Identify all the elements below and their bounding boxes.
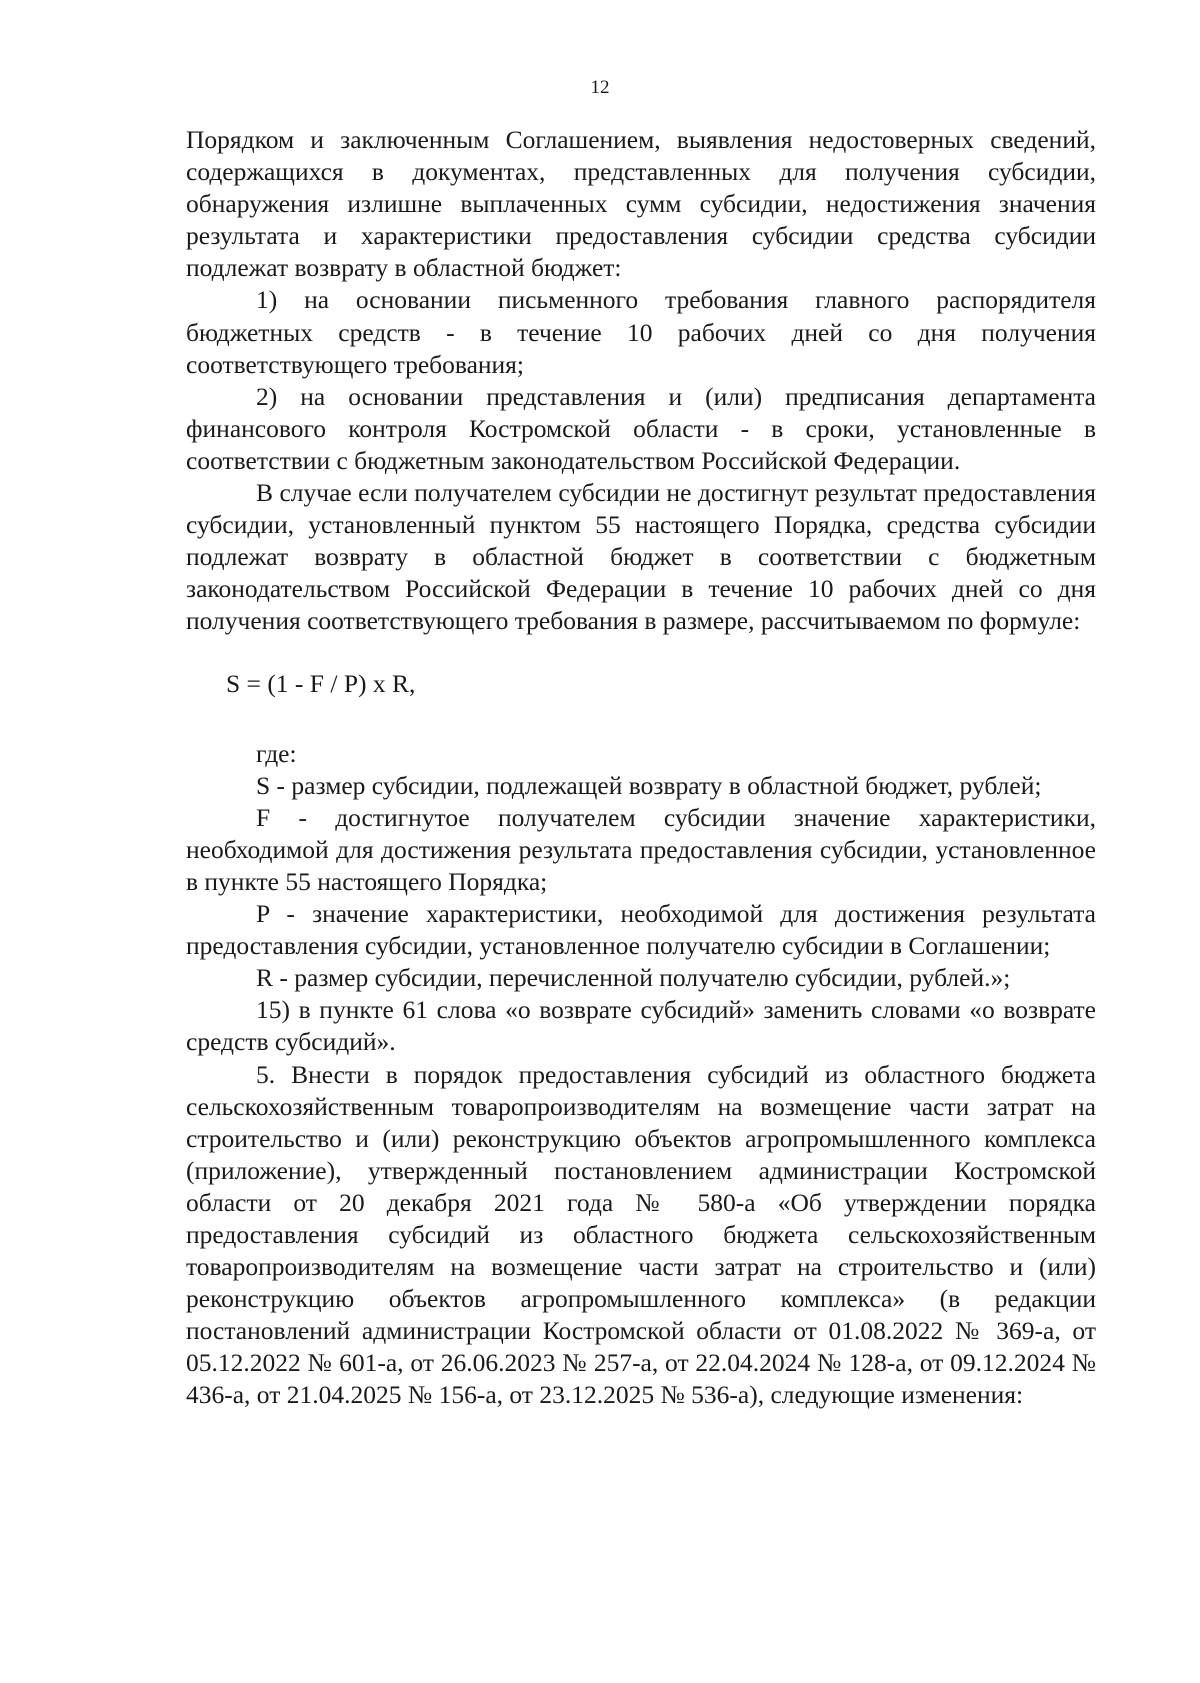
paragraph-result-not-achieved: В случае если получателем субсидии не достигнут результат предоставления субсидии, установленный пунктом 55 настоящего Порядка, средства субсидии подлежат возврату в областной бюджет в соответствии с бюджетным законодательством Российской Федерации в течение 10 рабочих дней со дня получения соответствующего требования в размере, рассчитываемом по формуле: — [186, 478, 1096, 636]
paragraph-item-2: 2) на основании представления и (или) предписания департамента финансового контроля Костромской области - в сроки, установленные в соответствии с бюджетным законодательством Российской Федерации. — [186, 381, 1096, 475]
page-number: 12 — [590, 77, 610, 98]
document-body — [186, 124, 1096, 1412]
definition-r: R - размер субсидии, перечисленной получателю субсидии, рублей.»; — [256, 963, 1011, 993]
paragraph-return-conditions: Порядком и заключенным Соглашением, выявления недостоверных сведений, содержащихся в документах, представленных для получения субсидии, обнаружения излишне выплаченных сумм субсидии, недостижения значения результата и характеристики предоставления субсидии средства субсидии подлежат возврату в областной бюджет: — [186, 125, 1096, 283]
formula-where-label: где: — [256, 738, 297, 768]
paragraph-item-15: 15) в пункте 61 слова «о возврате субсидий» заменить словами «о возврате средств субсидий». — [186, 995, 1096, 1057]
formula: S = (1 - F / P) x R, — [226, 668, 416, 698]
paragraph-section-5: 5. Внести в порядок предоставления субсидий из областного бюджета сельскохозяйственным товаропроизводителям на возмещение части затрат на строительство и (или) реконструкцию объектов агропромышленного комплекса (приложение), утвержденный постановлением администрации Костромской области от 20 декабря 2021 года № 580-а «Об утверждении порядка предоставления субсидий из областного бюджета сельскохозяйственным товаропроизводителям на возмещение части затрат на строительство и (или) реконструкцию объектов агропромышленного комплекса» (в редакции постановлений администрации Костромской области от 01.08.2022 № 369-а, от 05.12.2022 № 601-а, от 26.06.2023 № 257-а, от 22.04.2024 № 128-а, от 09.12.2024 № 436-а, от 21.04.2025 № 156-а, от 23.12.2025 № 536-а), следующие изменения: — [186, 1059, 1096, 1410]
definition-f: F - достигнутое получателем субсидии значение характеристики, необходимой для достижения результата предоставления субсидии, установленное в пункте 55 настоящего Порядка; — [186, 802, 1096, 896]
definition-p: P - значение характеристики, необходимой для достижения результата предоставления субсидии, установленное получателю субсидии в Соглашении; — [186, 899, 1096, 961]
definition-s: S - размер субсидии, подлежащей возврату в областной бюджет, рублей; — [256, 770, 1042, 800]
paragraph-item-1: 1) на основании письменного требования главного распорядителя бюджетных средств - в течение 10 рабочих дней со дня получения соответствующего требования; — [186, 285, 1096, 379]
